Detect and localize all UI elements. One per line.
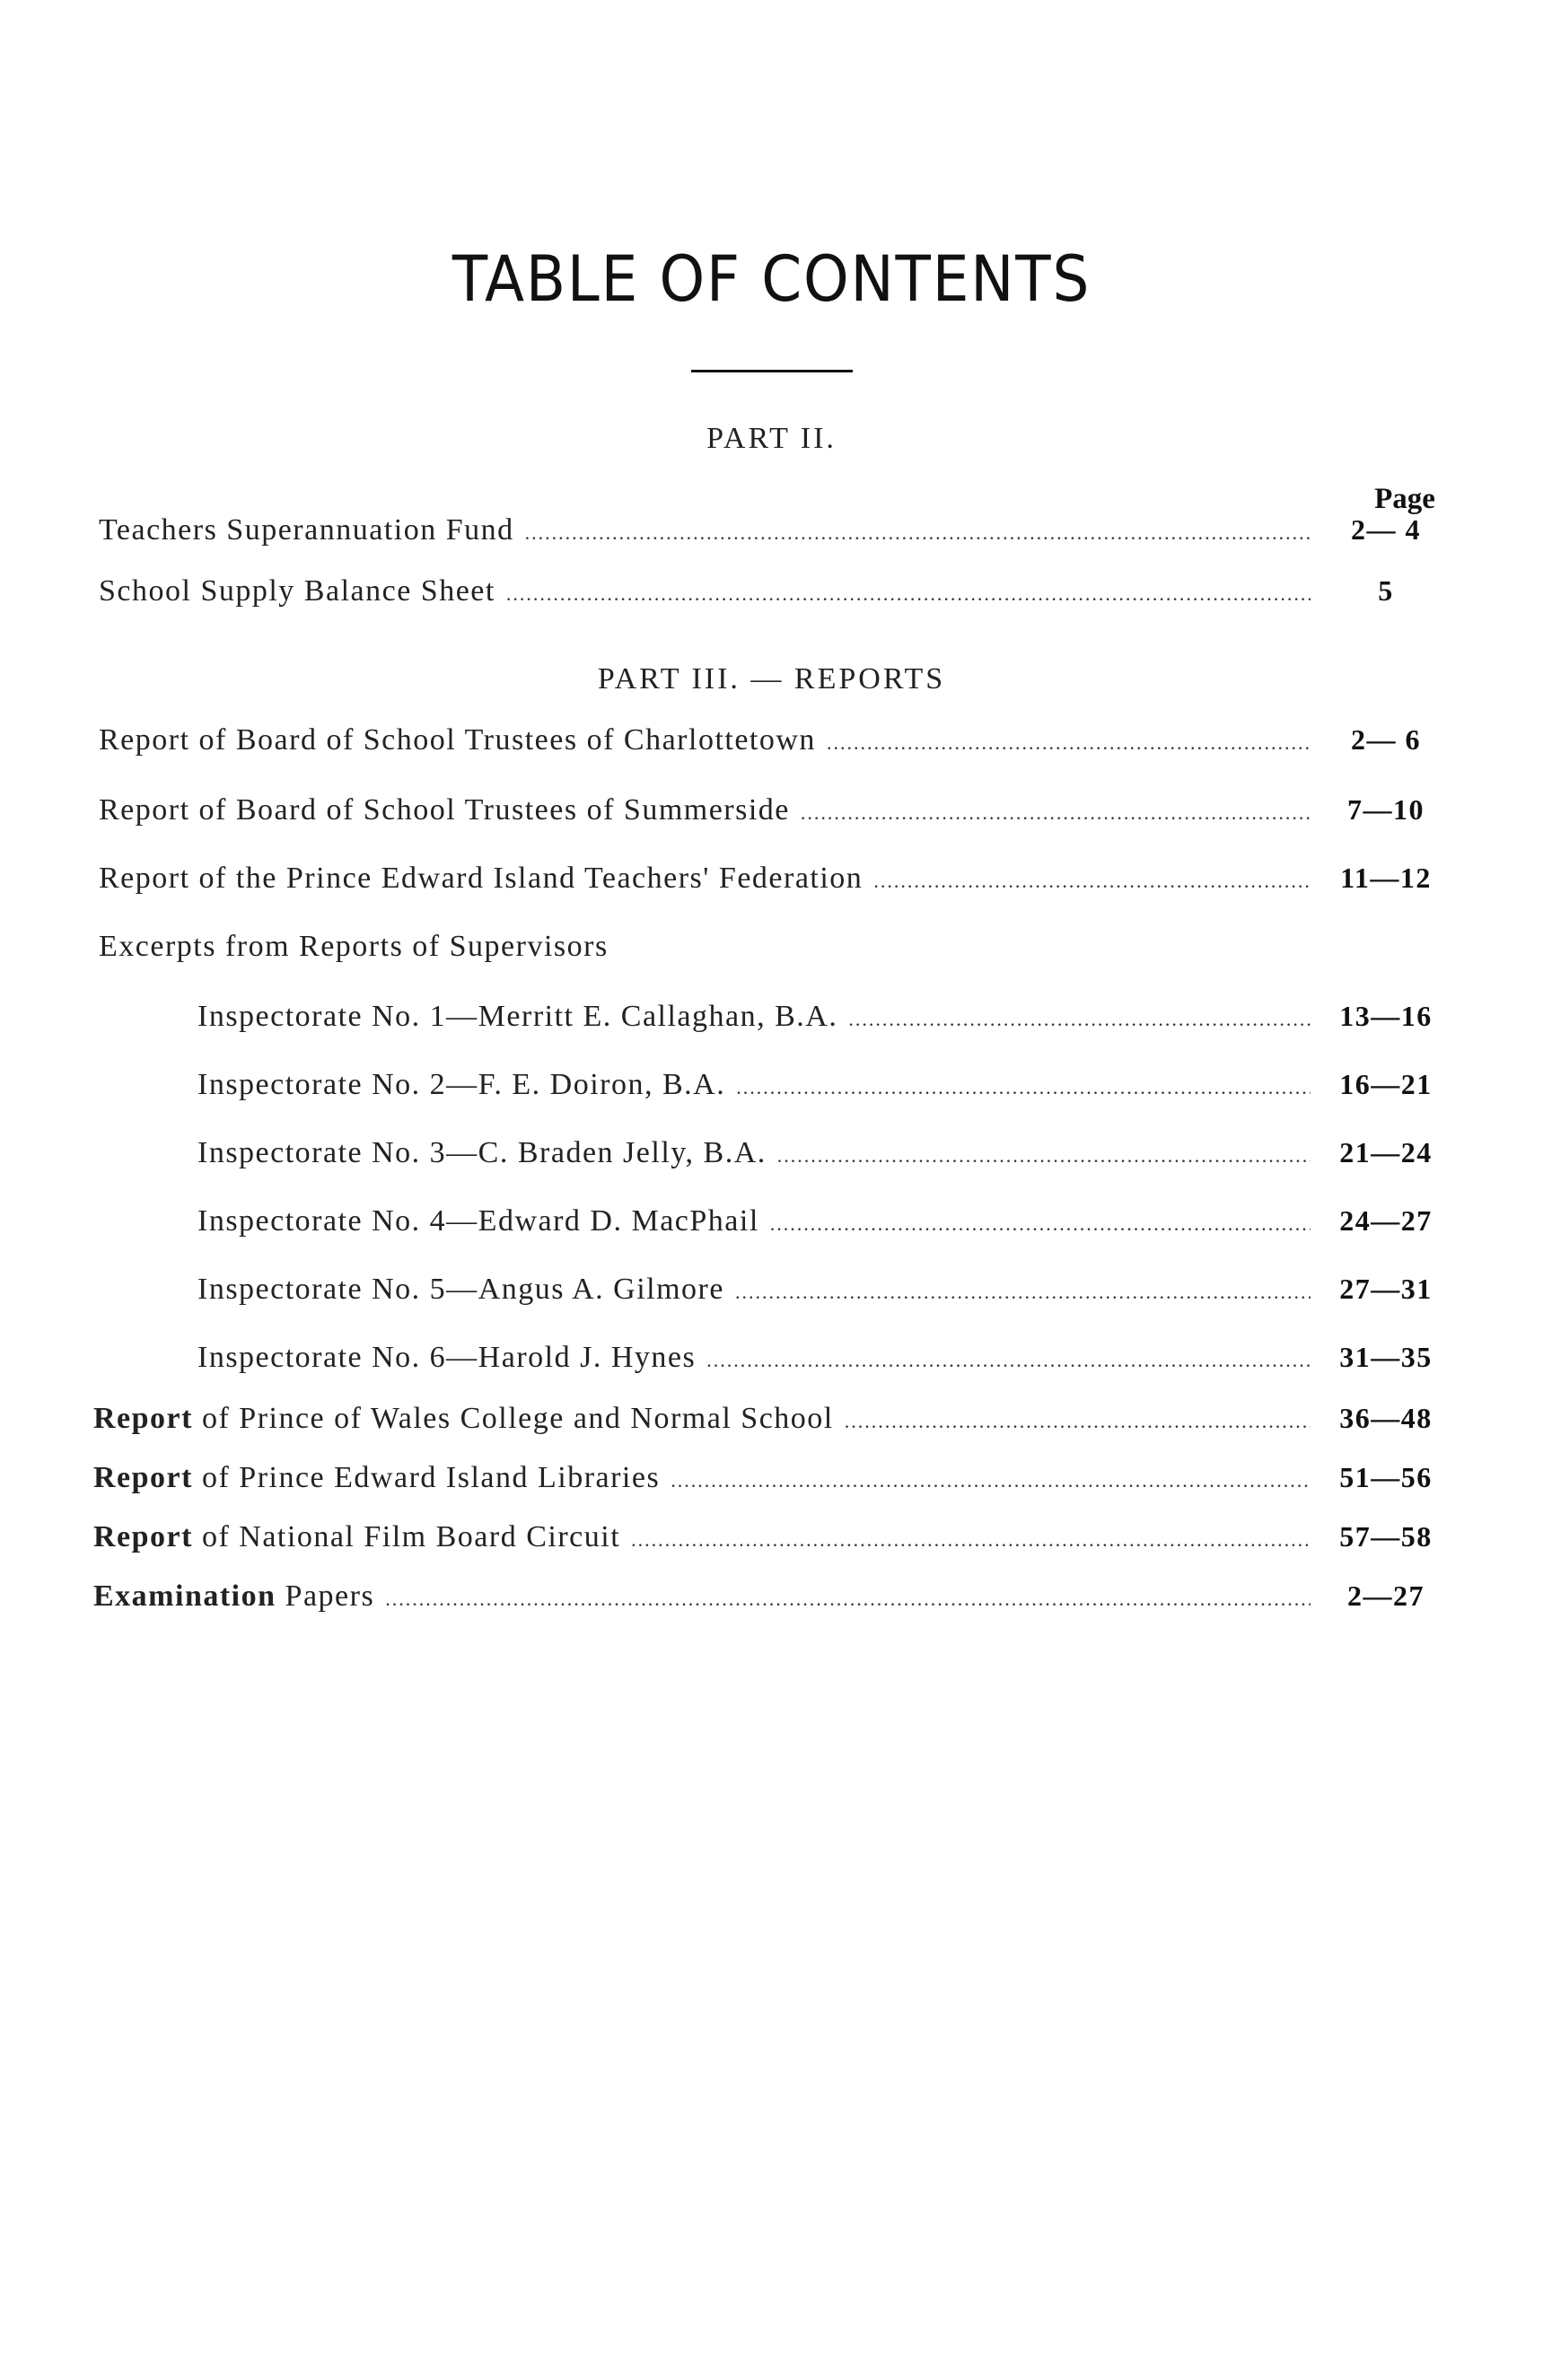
toc-entry[interactable] <box>93 1461 1449 1502</box>
entry-title-first-word: Report <box>93 1461 193 1494</box>
entry-page: 24—27 <box>1339 1204 1433 1237</box>
page-title: TABLE OF CONTENTS <box>452 242 1091 316</box>
entry-page: 27—31 <box>1339 1273 1433 1305</box>
leader-dots <box>848 1008 1311 1031</box>
toc-entry[interactable] <box>93 1579 1449 1621</box>
entry-title <box>93 1461 660 1495</box>
leader-dots <box>735 1281 1311 1304</box>
leader-dots <box>873 870 1311 893</box>
entry-title: Report of Board of School Trustees of Charlottetown <box>99 723 816 757</box>
entry-page: 31—35 <box>1339 1341 1433 1373</box>
leader-dots <box>706 1349 1311 1372</box>
part-3-heading: PART III. — REPORTS <box>597 662 946 696</box>
excerpts-heading: Excerpts from Reports of Supervisors <box>99 930 609 963</box>
entry-title: Inspectorate No. 2—F. E. Doiron, B.A. <box>197 1068 726 1101</box>
leader-dots <box>671 1469 1311 1492</box>
entry-title <box>93 1402 834 1436</box>
leader-dots <box>801 801 1311 825</box>
toc-entry[interactable] <box>99 723 1449 765</box>
toc-entry[interactable] <box>99 793 1449 835</box>
toc-entry[interactable] <box>197 1068 1449 1109</box>
toc-entry[interactable] <box>197 1273 1449 1314</box>
entry-page: 2—27 <box>1347 1579 1425 1612</box>
entry-page: 5 <box>1378 574 1394 607</box>
entry-title: Teachers Superannuation Fund <box>99 513 514 547</box>
toc-entry[interactable] <box>93 1520 1449 1562</box>
entry-title: Report of Board of School Trustees of Summerside <box>99 793 790 827</box>
entry-title: Report of the Prince Edward Island Teachers' Federation <box>99 862 864 895</box>
leader-dots <box>777 1144 1311 1168</box>
toc-entry[interactable] <box>197 1204 1449 1246</box>
title-rule <box>691 370 853 372</box>
entry-page: 51—56 <box>1339 1461 1433 1493</box>
leader-dots <box>385 1588 1311 1611</box>
leader-dots <box>506 582 1311 606</box>
entry-title <box>93 1520 620 1554</box>
entry-page: 2— 4 <box>1351 513 1421 546</box>
entry-title: School Supply Balance Sheet <box>99 574 495 608</box>
entry-page: 11—12 <box>1340 862 1432 894</box>
entry-title-first-word: Examination <box>93 1579 276 1613</box>
page-column-label: Page <box>1374 483 1435 515</box>
toc-entry[interactable] <box>99 513 1449 555</box>
entry-title: Inspectorate No. 4—Edward D. MacPhail <box>197 1204 759 1238</box>
entry-title: Inspectorate No. 6—Harold J. Hynes <box>197 1341 697 1374</box>
entry-title <box>93 1579 374 1614</box>
entry-page: 36—48 <box>1339 1402 1433 1434</box>
entry-title-rest: of Prince of Wales College and Normal School <box>192 1402 834 1435</box>
toc-entry[interactable] <box>99 862 1449 903</box>
entry-page: 13—16 <box>1339 1000 1433 1032</box>
entry-page: 21—24 <box>1339 1136 1433 1168</box>
entry-title-rest: of Prince Edward Island Libraries <box>192 1461 661 1494</box>
entry-title: Inspectorate No. 5—Angus A. Gilmore <box>197 1273 724 1306</box>
entry-title-rest: of National Film Board Circuit <box>192 1520 621 1553</box>
toc-entry[interactable] <box>197 1341 1449 1382</box>
leader-dots <box>631 1528 1311 1552</box>
part-2-heading: PART II. <box>706 422 837 455</box>
entry-title-first-word: Report <box>93 1402 193 1435</box>
toc-entry[interactable] <box>197 1136 1449 1177</box>
toc-entry[interactable] <box>197 1000 1449 1041</box>
leader-dots <box>736 1076 1311 1099</box>
toc-entry[interactable] <box>93 1402 1449 1443</box>
entry-page: 57—58 <box>1339 1520 1433 1553</box>
leader-dots <box>845 1410 1311 1433</box>
entry-title: Inspectorate No. 1—Merritt E. Callaghan, B.A. <box>197 1000 838 1033</box>
entry-page: 7—10 <box>1347 793 1425 826</box>
entry-title: Inspectorate No. 3—C. Braden Jelly, B.A. <box>197 1136 767 1169</box>
entry-title-first-word: Report <box>93 1520 193 1553</box>
entry-page: 2— 6 <box>1351 723 1421 756</box>
toc-entry[interactable] <box>99 574 1449 616</box>
leader-dots <box>525 521 1311 545</box>
entry-page: 16—21 <box>1339 1068 1433 1100</box>
leader-dots <box>770 1212 1311 1236</box>
entry-title-rest: Papers <box>276 1579 375 1613</box>
leader-dots <box>827 731 1311 755</box>
